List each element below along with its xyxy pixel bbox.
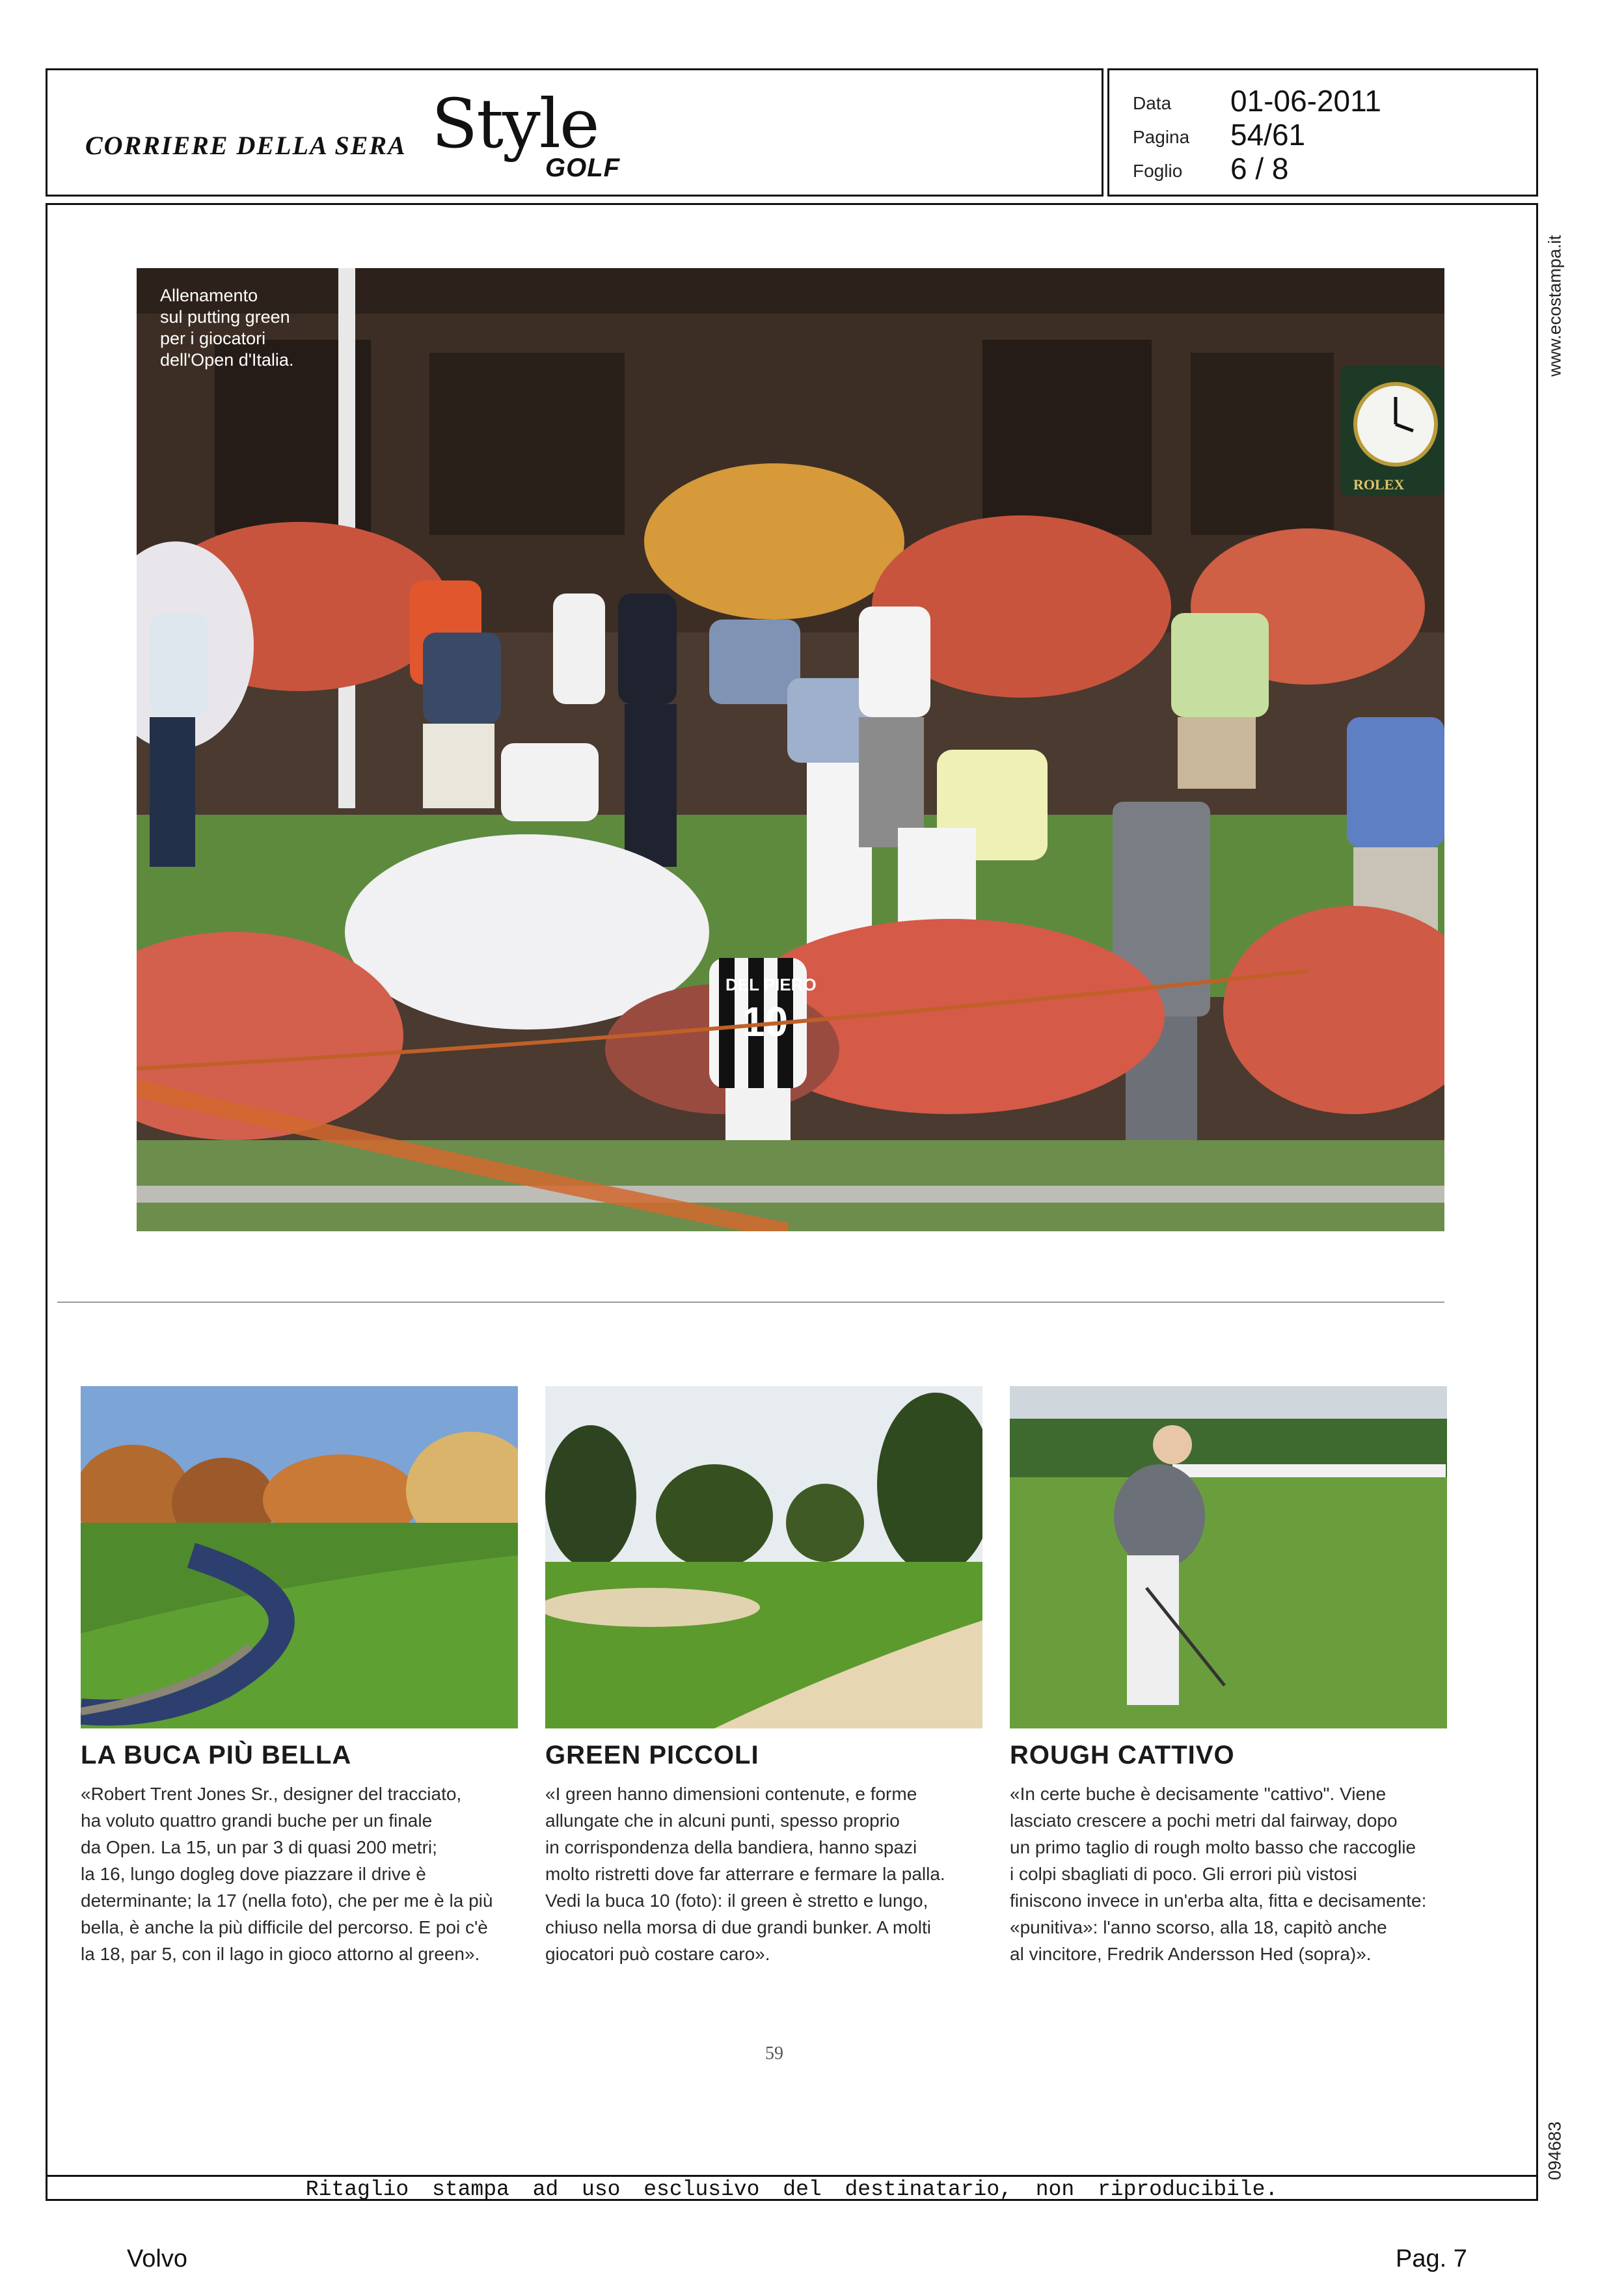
column-text-rough <box>1010 1781 1452 1967</box>
clock-brand: ROLEX <box>1353 476 1405 493</box>
magazine-logo: Style <box>431 84 599 163</box>
text-line: da Open. La 15, un par 3 di quasi 200 metri; <box>81 1837 437 1857</box>
side-code-text: 094683 <box>1545 2121 1565 2181</box>
text-line: giocatori può costare caro». <box>545 1944 770 1964</box>
column-title-hole: LA BUCA PIÙ BELLA <box>81 1741 352 1769</box>
section-divider <box>57 1302 1444 1303</box>
disclaimer: Ritaglio stampa ad uso esclusivo del destinatario, non riproducibile. <box>305 2177 1279 2202</box>
shirt-name: DEL PIERO <box>725 975 817 994</box>
caption-line: dell'Open d'Italia. <box>160 350 294 370</box>
text-line: «Robert Trent Jones Sr., designer del tracciato, <box>81 1784 462 1804</box>
meta-value-page: 54/61 <box>1230 118 1306 152</box>
caption-line: sul putting green <box>160 307 290 327</box>
magazine-logo-sub: GOLF <box>545 154 621 182</box>
shirt-number: 10 <box>742 998 789 1045</box>
footer-client: Volvo <box>127 2245 187 2272</box>
text-line: «I green hanno dimensioni contenute, e forme <box>545 1784 917 1804</box>
text-line: Vedi la buca 10 (foto): il green è stretto e lungo, <box>545 1890 928 1911</box>
main-photo-caption <box>160 285 293 371</box>
photo-hole-17 <box>81 1386 518 1728</box>
masthead-box <box>46 68 1103 197</box>
text-line: un primo taglio di rough molto basso che raccoglie <box>1010 1837 1416 1857</box>
clipping-meta-box <box>1107 68 1538 197</box>
column-text-hole <box>81 1781 523 1967</box>
text-line: molto ristretti dove far atterrare e fermare la palla. <box>545 1864 945 1884</box>
meta-value-date: 01-06-2011 <box>1230 84 1381 118</box>
column-title-rough: ROUGH CATTIVO <box>1010 1741 1235 1769</box>
newspaper-name: CORRIERE DELLA SERA <box>85 131 407 160</box>
text-line: allungate che in alcuni punti, spesso proprio <box>545 1810 900 1831</box>
text-line: «In certe buche è decisamente "cattivo". Viene <box>1010 1784 1387 1804</box>
caption-line: Allenamento <box>160 286 258 305</box>
side-url <box>1545 221 1565 390</box>
text-line: i colpi sbagliati di poco. Gli errori più vistosi <box>1010 1864 1357 1884</box>
meta-label: Foglio <box>1133 161 1183 181</box>
column-title-greens: GREEN PICCOLI <box>545 1741 759 1769</box>
meta-label: Pagina <box>1133 127 1190 147</box>
footer-page: Pag. 7 <box>1396 2245 1467 2272</box>
text-line: la 16, lungo dogleg dove piazzare il drive è <box>81 1864 426 1884</box>
text-line: finiscono invece in un'erba alta, fitta e decisamente: <box>1010 1890 1427 1911</box>
text-line: bella, è anche la più difficile del percorso. E poi c'è <box>81 1917 488 1937</box>
meta-value-sheet: 6 / 8 <box>1230 152 1289 185</box>
text-line: al vincitore, Fredrik Andersson Hed (sopra)». <box>1010 1944 1372 1964</box>
caption-line: per i giocatori <box>160 329 266 348</box>
column-text-greens <box>545 1781 988 1967</box>
text-line: chiuso nella morsa di due grandi bunker. A molti <box>545 1917 932 1937</box>
main-photo-illustration <box>137 268 1444 1231</box>
page-number: 59 <box>765 2043 783 2064</box>
side-code <box>1545 2108 1565 2193</box>
text-line: la 18, par 5, con il lago in gioco attorno al green». <box>81 1944 480 1964</box>
text-line: lasciato crescere a pochi metri dal fairway, dopo <box>1010 1810 1398 1831</box>
frame-bottom-rule <box>46 2175 1538 2177</box>
photo-hole-10 <box>545 1386 982 1728</box>
text-line: «punitiva»: l'anno scorso, alla 18, capitò anche <box>1010 1917 1387 1937</box>
text-line: determinante; la 17 (nella foto), che per me è la più <box>81 1890 493 1911</box>
meta-label: Data <box>1133 93 1172 113</box>
text-line: ha voluto quattro grandi buche per un finale <box>81 1810 433 1831</box>
photo-rough <box>1010 1386 1447 1728</box>
side-url-text: www.ecostampa.it <box>1545 235 1565 377</box>
main-photo-putting-green <box>137 268 1444 1231</box>
text-line: in corrispondenza della bandiera, hanno spazi <box>545 1837 917 1857</box>
